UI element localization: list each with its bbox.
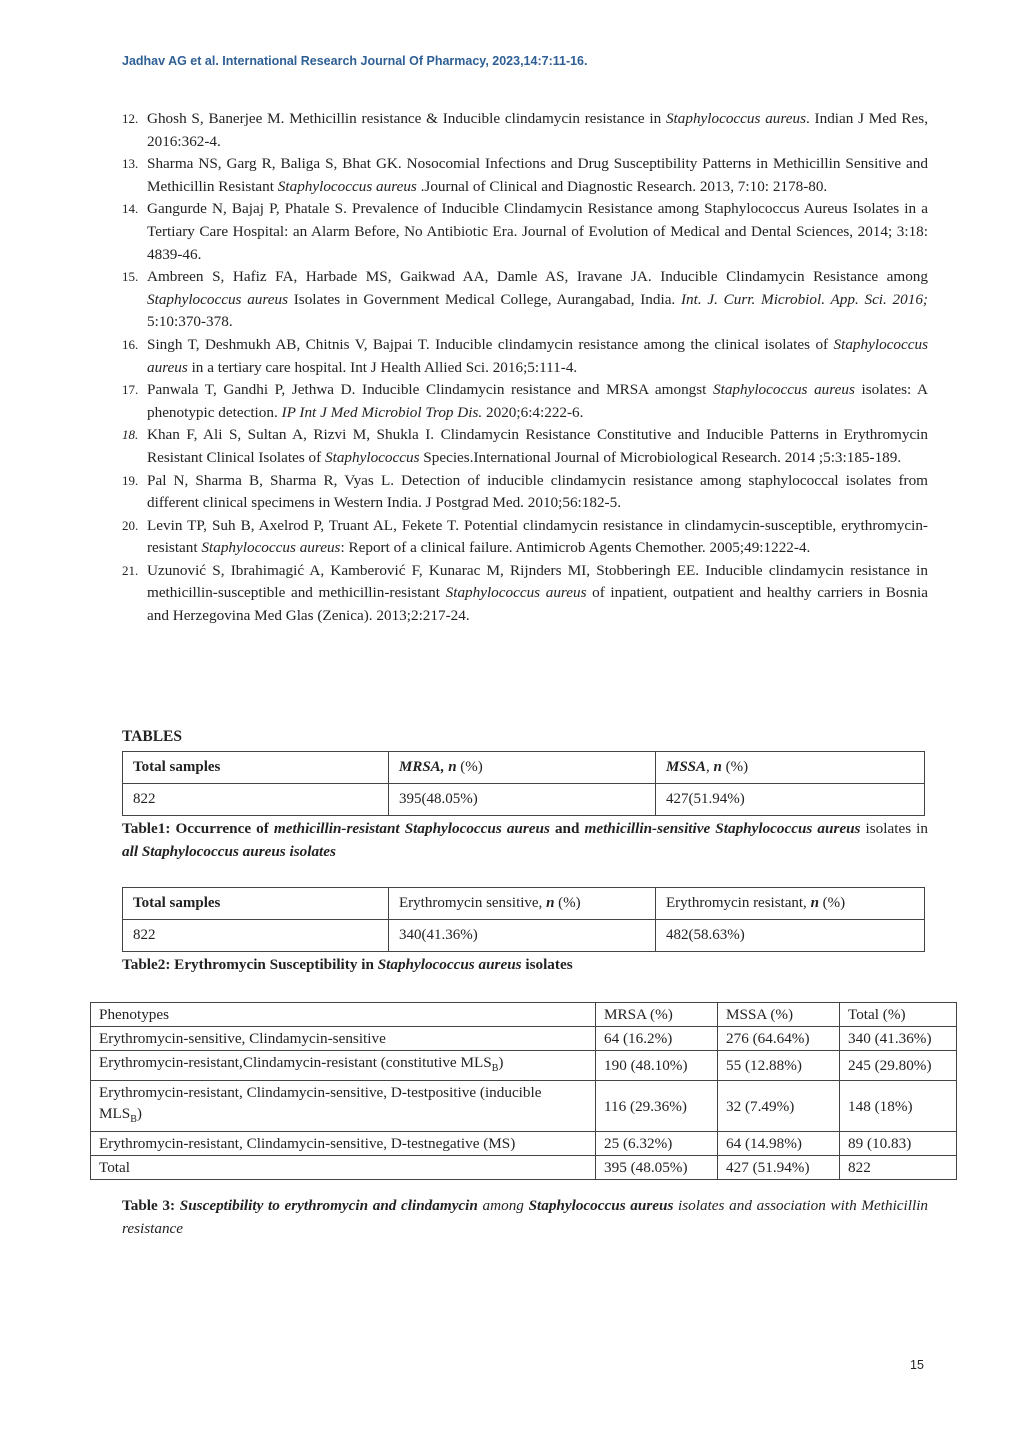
- table-3-row: [91, 1132, 957, 1156]
- reference-number: 14.: [122, 201, 139, 217]
- table-1-header-cell: MRSA, n (%): [389, 752, 656, 784]
- reference-item: [122, 266, 928, 334]
- table-1: [122, 751, 925, 816]
- table-1-header-cell: Total samples: [123, 752, 389, 784]
- table-3-phenotype-cell: Erythromycin-resistant, Clindamycin-sensitive, D-testpositive (inducible $MLS_B$): [91, 1081, 596, 1132]
- table-3-cell: 64 (14.98%): [718, 1132, 840, 1156]
- table-1-caption: Table1: Occurrence of methicillin-resistant Staphylococcus aureus and methicillin-sensitive Staphylococcus aureus isolates in all Staphylococcus aureus isolates: [122, 820, 928, 860]
- reference-number: 20.: [122, 517, 139, 533]
- reference-list: [122, 108, 928, 628]
- table-3-cell: 340 (41.36%): [840, 1027, 957, 1051]
- table-3-cell: 25 (6.32%): [596, 1132, 718, 1156]
- reference-item: [122, 470, 928, 515]
- table-3-header-cell: Total (%): [840, 1003, 957, 1027]
- table-2-header-cell: Total samples: [123, 888, 389, 920]
- reference-item: [122, 153, 928, 198]
- reference-item: [122, 515, 928, 560]
- table-2-header-cell: Erythromycin resistant, n (%): [656, 888, 925, 920]
- table-3-phenotype-cell: Erythromycin-resistant, Clindamycin-sensitive, D-testnegative (MS): [91, 1132, 596, 1156]
- reference-number: 13.: [122, 156, 139, 172]
- table-1-cell: 822: [123, 784, 389, 816]
- table-3: [90, 1002, 957, 1180]
- page-number: 15: [910, 1358, 924, 1372]
- table-2-cell: 482(58.63%): [656, 920, 925, 952]
- reference-number: 16.: [122, 336, 139, 352]
- table-1-header-row: [123, 752, 925, 784]
- reference-text: Ghosh S, Banerjee M. Methicillin resistance & Inducible clindamycin resistance in Staphylococcus aureus. Indian J Med Res, 2016:362-4.: [147, 110, 928, 150]
- reference-text: Gangurde N, Bajaj P, Phatale S. Prevalence of Inducible Clindamycin Resistance among Staphylococcus Aureus Isolates in a Tertiary Care Hospital: an Alarm Before, No Antibiotic Era. Journal of Evolution of Medical and Dental Sciences, 2014; 3:18: 4839-46.: [147, 200, 928, 263]
- reference-text: Levin TP, Suh B, Axelrod P, Truant AL, Fekete T. Potential clindamycin resistance in clindamycin-susceptible, erythromycin-resistant Staphylococcus aureus: Report of a clinical failure. Antimicrob Agents Chemother. 2005;49:1222-4.: [147, 516, 928, 557]
- table-3-cell: 64 (16.2%): [596, 1027, 718, 1051]
- table-1-cell: 427(51.94%): [656, 784, 925, 816]
- reference-text: Panwala T, Gandhi P, Jethwa D. Inducible Clindamycin resistance and MRSA amongst Staphylococcus aureus isolates: A phenotypic detection. IP Int J Med Microbiol Trop Dis. 2020;6:4:222-6.: [147, 381, 929, 421]
- reference-text: Khan F, Ali S, Sultan A, Rizvi M, Shukla I. Clindamycin Resistance Constitutive and Inducible Patterns in Erythromycin Resistant Clinical Isolates of Staphylococcus Species.International Journal of Microbiological Research. 2014 ;5:3:185-189.: [147, 426, 928, 466]
- table-1-header-cell: MSSA, n (%): [656, 752, 925, 784]
- reference-item: [122, 560, 928, 628]
- table-2-header-row: [123, 888, 925, 920]
- reference-item: [122, 108, 928, 153]
- table-2-cell: 822: [123, 920, 389, 952]
- table-3-row: [91, 1051, 957, 1081]
- table-3-cell: 395 (48.05%): [596, 1156, 718, 1180]
- reference-number: 21.: [122, 562, 139, 578]
- tables-heading: TABLES: [122, 728, 183, 745]
- reference-text: Uzunović S, Ibrahimagić A, Kamberović F, Kunarac M, Rijnders MI, Stobberingh EE. Inducible clindamycin resistance in methicillin-susceptible and methicillin-resistant Staphylococcus aureus of inpatient, outpatient and healthy carriers in Bosnia and Herzegovina Med Glas (Zenica). 2013;2:217-24.: [147, 561, 928, 625]
- table-3-header-cell: MSSA (%): [718, 1003, 840, 1027]
- table-3-cell: 245 (29.80%): [840, 1051, 957, 1081]
- table-3-header-cell: Phenotypes: [91, 1003, 596, 1027]
- table-3-row: [91, 1027, 957, 1051]
- running-header: Jadhav AG et al. International Research Journal Of Pharmacy, 2023,14:7:11-16.: [122, 54, 588, 68]
- table-3-phenotype-cell: Erythromycin-resistant,Clindamycin-resistant (constitutive $MLS_B$): [91, 1051, 596, 1081]
- table-2: [122, 887, 925, 952]
- table-3-cell: 148 (18%): [840, 1081, 957, 1132]
- table-3-header-row: [91, 1003, 957, 1027]
- table-3-caption: Table 3: Susceptibility to erythromycin and clindamycin among Staphylococcus aureus isolates and association with Methicillin resistance: [122, 1197, 929, 1237]
- reference-item: [122, 334, 928, 379]
- table-3-cell: 32 (7.49%): [718, 1081, 840, 1132]
- reference-text: Singh T, Deshmukh AB, Chitnis V, Bajpai T. Inducible clindamycin resistance among the clinical isolates of Staphylococcus aureus in a tertiary care hospital. Int J Health Allied Sci. 2016;5:111-4.: [147, 335, 928, 376]
- reference-item: [122, 198, 928, 266]
- table-3-cell: 55 (12.88%): [718, 1051, 840, 1081]
- reference-text: Pal N, Sharma B, Sharma R, Vyas L. Detection of inducible clindamycin resistance among staphylococcal isolates from different clinical specimens in Western India. J Postgrad Med. 2010;56:182-5.: [147, 471, 928, 512]
- table-2-cell: 340(41.36%): [389, 920, 656, 952]
- table-3-cell: 427 (51.94%): [718, 1156, 840, 1180]
- reference-text: Sharma NS, Garg R, Baliga S, Bhat GK. Nosocomial Infections and Drug Susceptibility Patterns in Methicillin Sensitive and Methicillin Resistant Staphylococcus aureus .Journal of Clinical and Diagnostic Research. 2013, 7:10: 2178-80.: [147, 155, 928, 195]
- reference-text: Ambreen S, Hafiz FA, Harbade MS, Gaikwad AA, Damle AS, Iravane JA. Inducible Clindamycin Resistance among Staphylococcus aureus Isolates in Government Medical College, Aurangabad, India. Int. J. Curr. Microbiol. App. Sci. 2016; 5:10:370-378.: [147, 268, 928, 331]
- table-3-phenotype-cell: Erythromycin-sensitive, Clindamycin-sensitive: [91, 1027, 596, 1051]
- reference-number: 12.: [122, 111, 139, 126]
- table-3-cell: 822: [840, 1156, 957, 1180]
- table-3-phenotype-cell: Total: [91, 1156, 596, 1180]
- table-3-cell: 89 (10.83): [840, 1132, 957, 1156]
- table-3-row: [91, 1156, 957, 1180]
- reference-number: 19.: [122, 472, 139, 488]
- table-1-data-row: [123, 784, 925, 816]
- table-3-cell: 190 (48.10%): [596, 1051, 718, 1081]
- table-3-row: [91, 1081, 957, 1132]
- reference-number: 18.: [122, 427, 139, 443]
- reference-item: [122, 379, 928, 424]
- reference-number: 17.: [122, 382, 139, 398]
- table-2-data-row: [123, 920, 925, 952]
- table-2-header-cell: Erythromycin sensitive, n (%): [389, 888, 656, 920]
- reference-number: 15.: [122, 269, 139, 285]
- table-1-cell: 395(48.05%): [389, 784, 656, 816]
- table-3-cell: 276 (64.64%): [718, 1027, 840, 1051]
- reference-item: [122, 424, 928, 469]
- table-3-header-cell: MRSA (%): [596, 1003, 718, 1027]
- table-2-caption: Table2: Erythromycin Susceptibility in Staphylococcus aureus isolates: [122, 956, 573, 973]
- table-3-cell: 116 (29.36%): [596, 1081, 718, 1132]
